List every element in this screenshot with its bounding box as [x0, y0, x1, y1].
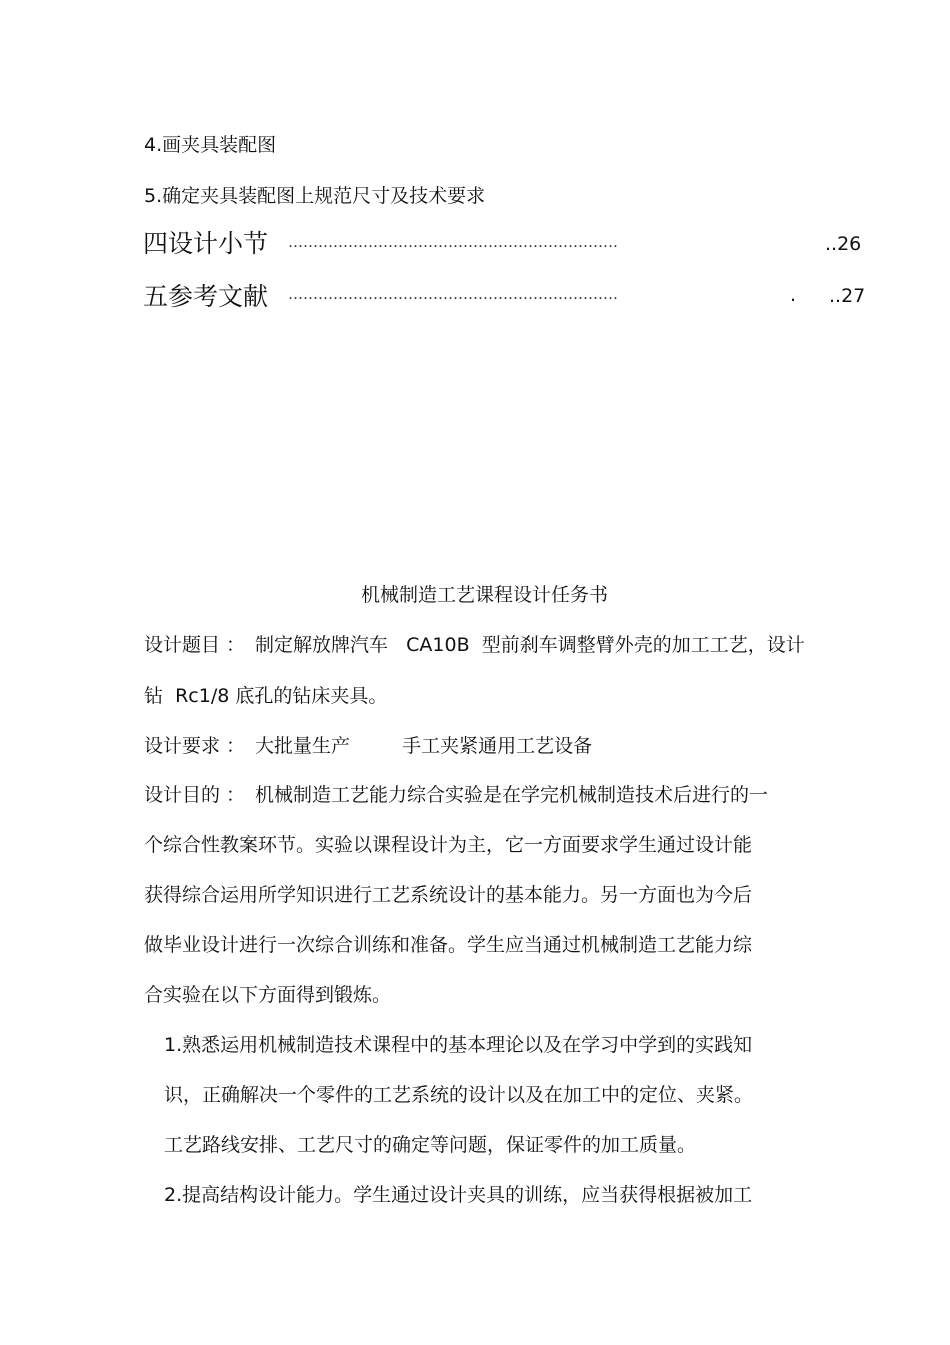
toc-section-5-leader-end: . — [790, 284, 797, 306]
requirement-line — [144, 731, 592, 758]
task-title: 机械制造工艺课程设计任务书 — [361, 584, 609, 606]
point-2-line-1: 2.提高结构设计能力。学生通过设计夹具的训练，应当获得根据被加工 — [164, 1184, 753, 1206]
requirement-label: 设计要求 ： — [144, 735, 246, 757]
purpose-line-4: 做毕业设计进行一次综合训练和准备。学生应当通过机械制造工艺能力综 — [144, 934, 753, 956]
toc-item-5: 5.确定夹具装配图上规范尺寸及技术要求 — [144, 185, 486, 207]
point-1-line-1: 1.熟悉运用机械制造技术课程中的基本理论以及在学习中学到的实践知 — [164, 1034, 753, 1056]
purpose-line-3: 获得综合运用所学知识进行工艺系统设计的基本能力。另一方面也为今后 — [144, 884, 753, 906]
requirement-value-1: 大批量生产 — [255, 735, 351, 757]
toc-section-4-leader: ………………………………………………………… — [288, 233, 618, 251]
toc-section-4-label: 四设计小节 — [143, 229, 269, 258]
requirement-value-2: 手工夹紧通用工艺设备 — [402, 735, 593, 757]
toc-item-4: 4.画夹具装配图 — [144, 134, 277, 156]
toc-section-5-leader: ………………………………………………………… — [288, 285, 618, 303]
point-1-line-3: 工艺路线安排、工艺尺寸的确定等问题，保证零件的加工质量。 — [164, 1134, 697, 1156]
point-1-line-2: 识，正确解决一个零件的工艺系统的设计以及在加工中的定位、夹紧。 — [164, 1084, 754, 1106]
purpose-line-2: 个综合性教案环节。实验以课程设计为主，它一方面要求学生通过设计能 — [144, 834, 753, 856]
purpose-label: 设计目的 ： — [144, 784, 246, 806]
toc-section-5-label: 五参考文献 — [143, 282, 269, 311]
topic-line-2: 钻 Rc1/8 底孔的钻床夹具。 — [144, 685, 388, 707]
topic-value-1: 制定解放牌汽车 CA10B 型前刹车调整臂外壳的加工工艺，设计 — [255, 634, 805, 656]
topic-label: 设计题目 ： — [144, 634, 246, 656]
toc-section-5-page: ..27 — [829, 285, 866, 307]
purpose-text-1: 机械制造工艺能力综合实验是在学完机械制造技术后进行的一 — [255, 784, 769, 806]
topic-line-1 — [144, 630, 805, 657]
purpose-line-5: 合实验在以下方面得到锻炼。 — [144, 984, 392, 1006]
toc-section-4-page: ..26 — [825, 233, 862, 255]
purpose-line-1 — [144, 780, 768, 807]
